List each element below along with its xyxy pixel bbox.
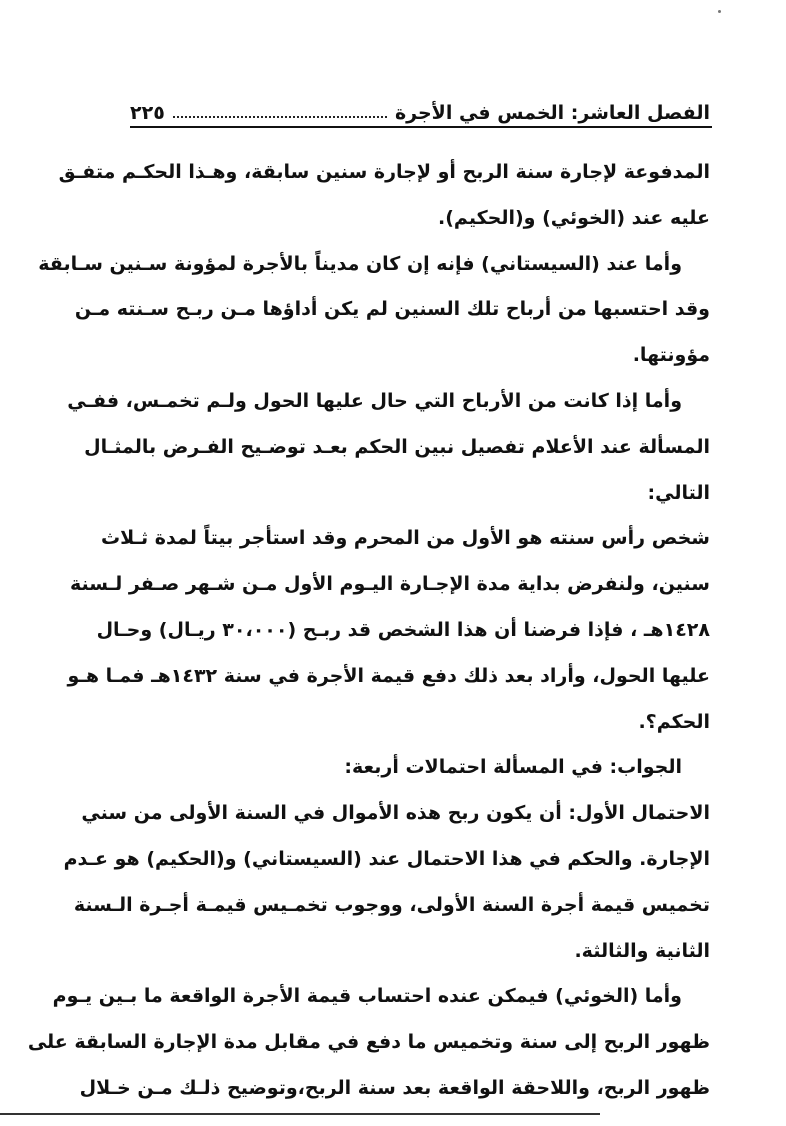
text-line: سنين، ولنفرض بداية مدة الإجـارة اليـوم الأول مـن شـهر صـفر لـسنة — [70, 573, 710, 596]
text-line: الثانية والثالثة. — [574, 939, 710, 962]
scan-speck — [718, 10, 721, 13]
text-line: ظهور الربح إلى سنة وتخميس ما دفع في مقابل مدة الإجارة السابقة على — [27, 1031, 710, 1054]
text-line: تخميس قيمة أجرة السنة الأولى، ووجوب تخمـيس قيمـة أجـرة الـسنة — [73, 893, 710, 916]
text-line: وأما إذا كانت من الأرباح التي حال عليها الحول ولـم تخمـس، ففـي — [67, 389, 682, 412]
text-line: مؤونتها. — [632, 344, 710, 367]
text-line: الاحتمال الأول: أن يكون ربح هذه الأموال في السنة الأولى من سني — [81, 802, 710, 825]
dot-leader — [173, 114, 387, 118]
footer-rule — [0, 1113, 600, 1115]
text-line: المدفوعة لإجارة سنة الربح أو لإجارة سنين سابقة، وهـذا الحكـم متفـق — [58, 161, 710, 183]
text-line: وقد احتسبها من أرباح تلك السنين لم يكن أداؤها مـن ربـح سـنته مـن — [74, 298, 710, 321]
chapter-title: الفصل العاشر: الخمس في الأجرة — [394, 102, 710, 124]
text-line: الجواب: في المسألة احتمالات أربعة: — [344, 756, 682, 779]
body-text — [27, 150, 710, 1112]
text-line: عليها الحول، وأراد بعد ذلك دفع قيمة الأجرة في سنة ١٤٣٢هـ فمـا هـو — [67, 664, 710, 687]
text-line: التالي: — [647, 481, 710, 504]
text-line: الإجارة. والحكم في هذا الاحتمال عند (السيستاني) و(الحكيم) هو عـدم — [63, 847, 710, 870]
text-line: وأما (الخوئي) فيمكن عنده احتساب قيمة الأجرة الواقعة ما بـين يـوم — [52, 985, 682, 1008]
page-number: ٢٢٥ — [130, 102, 165, 124]
text-line: ١٤٢٨هـ ، فإذا فرضنا أن هذا الشخص قد ربـح (٣٠،٠٠٠ ريـال) وحـال — [96, 618, 710, 641]
text-line: الحكم؟. — [638, 710, 710, 733]
running-header — [130, 90, 710, 124]
text-line: شخص رأس سنته هو الأول من المحرم وقد استأجر بيتاً لمدة ثـلاث — [101, 527, 710, 550]
text-line: عليه عند (الخوئي) و(الحكيم). — [438, 206, 710, 229]
text-line: وأما عند (السيستاني) فإنه إن كان مديناً بالأجرة لمؤونة سـنين سـابقة — [38, 252, 682, 275]
text-line: المسألة عند الأعلام تفصيل نبين الحكم بعـد توضـيح الفـرض بالمثـال — [84, 435, 710, 458]
text-line: ظهور الربح، واللاحقة الواقعة بعد سنة الربح،وتوضيح ذلـك مـن خـلال — [79, 1076, 710, 1099]
header-rule — [130, 126, 712, 128]
